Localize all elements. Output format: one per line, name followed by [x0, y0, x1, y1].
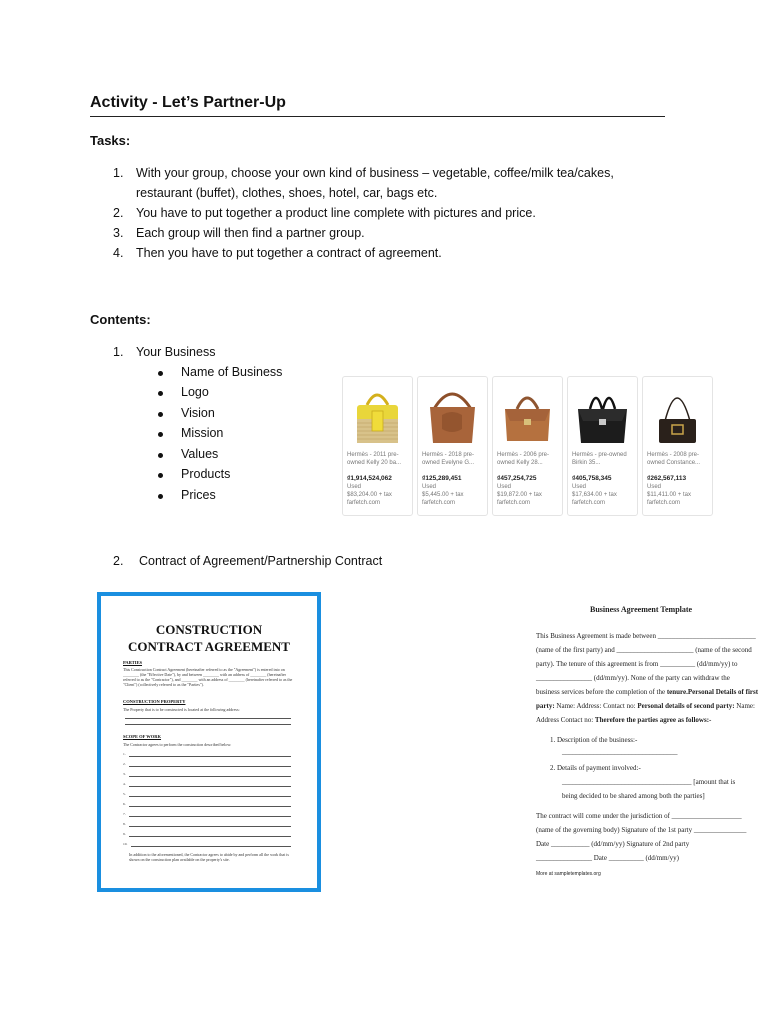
contents-number: 2. — [113, 554, 124, 568]
scope-line-number: 3. — [123, 772, 126, 776]
bullet-item: Prices — [181, 488, 216, 502]
product-subprice: $19,872.00 + tax — [497, 492, 542, 498]
scope-line-number: 9. — [123, 832, 126, 836]
product-subprice: $5,445.00 + tax — [422, 492, 464, 498]
product-image — [345, 379, 410, 447]
business-agreement-title: Business Agreement Template — [590, 605, 693, 614]
bullet-item: Logo — [181, 385, 209, 399]
agreement-blank: _________________________________ — [562, 748, 678, 756]
scope-line-number: 5. — [123, 792, 126, 796]
section-property: CONSTRUCTION PROPERTY — [123, 699, 186, 704]
product-price: ₫405,758,345 — [572, 475, 612, 482]
product-site: farfetch.com — [497, 500, 531, 506]
bullet-item: Mission — [181, 426, 224, 440]
bullet-item: Vision — [181, 406, 215, 420]
agreement-text: Name: — [734, 702, 755, 710]
product-price: ₫125,289,451 — [422, 475, 462, 482]
product-price: ₫1,914,524,062 — [347, 475, 392, 482]
agreement-footer: More at sampletemplates.org — [536, 871, 601, 877]
scope-line-number: 8. — [123, 822, 126, 826]
product-site: farfetch.com — [647, 500, 681, 506]
agreement-text: Address Contact no: — [536, 716, 595, 724]
agreement-line: The contract will come under the jurisdiction of ____________________ — [536, 812, 742, 820]
product-condition: Used — [347, 484, 362, 490]
product-card — [642, 376, 713, 516]
contents-number: 1. — [113, 345, 124, 359]
bullet-icon — [158, 453, 163, 458]
contents-item-contract: Contract of Agreement/Partnership Contract — [139, 554, 383, 568]
construction-title-line1: CONSTRUCTION — [155, 622, 263, 637]
agreement-text: Name: Address: Contact no: — [554, 702, 638, 710]
parties-text: This Construction Contract Agreement (hereinafter referred to as the "Agreement") is entered into on ________ (the "Effective Date"), by and between ________ with an address of ________ (hereinafter referred to as the "Contractor"), and ________ with an address of ________ (hereinafter referred to as the "Client") (collectively referred to as the "Parties"). — [123, 667, 293, 687]
bullet-item: Values — [181, 447, 219, 461]
product-caption: Hermès - pre-owned Birkin 35... — [572, 452, 627, 466]
product-site: farfetch.com — [422, 500, 456, 506]
agreement-line: ________________ (dd/mm/yy). None of the party can withdraw the — [536, 674, 730, 682]
product-condition: Used — [572, 484, 587, 490]
bullet-item: Products — [181, 467, 231, 481]
bullet-icon — [158, 432, 163, 437]
product-condition: Used — [497, 484, 512, 490]
product-price: ₫262,567,113 — [647, 475, 687, 482]
product-subprice: $83,204.00 + tax — [347, 492, 392, 498]
task-text: You have to put together a product line complete with pictures and price. — [136, 206, 536, 220]
agreement-line: This Business Agreement is made between ____________________________ — [536, 632, 756, 640]
agreement-line: (name of the first party) and ______________________ (name of the second — [536, 646, 752, 654]
product-condition: Used — [422, 484, 437, 490]
product-site: farfetch.com — [572, 500, 606, 506]
bullet-item: Name of Business — [181, 365, 283, 379]
agreement-blank: _____________________________________ [amount that is — [562, 778, 736, 786]
agreement-item: 1. Description of the business:- — [550, 736, 638, 744]
task-number: 2. — [113, 206, 124, 220]
blank-line — [131, 846, 291, 847]
agreement-note: being decided to be shared among both the parties] — [562, 792, 705, 800]
blank-line — [129, 796, 291, 797]
product-caption: Hermès - 2008 pre-owned Constance... — [647, 452, 701, 466]
blank-line — [125, 724, 291, 725]
title-underline — [90, 116, 665, 117]
product-site: farfetch.com — [347, 500, 381, 506]
scope-line-number: 1. — [123, 752, 126, 756]
blank-line — [129, 766, 291, 767]
agreement-line: Date ___________ (dd/mm/yy) Signature of 2nd party — [536, 840, 690, 848]
task-text: Then you have to put together a contract of agreement. — [136, 246, 442, 260]
task-text: With your group, choose your own kind of business – vegetable, coffee/milk tea/cakes, — [136, 166, 614, 180]
bullet-icon — [158, 391, 163, 396]
product-card — [567, 376, 638, 516]
scope-line-number: 10. — [123, 842, 128, 846]
section-parties: PARTIES — [123, 660, 143, 665]
product-condition: Used — [647, 484, 662, 490]
agreement-text-bold: Therefore the parties agree as follows:- — [594, 716, 712, 724]
product-subprice: $11,411.00 + tax — [647, 492, 691, 498]
task-number: 3. — [113, 226, 124, 240]
bullet-icon — [158, 412, 163, 417]
product-caption: Hermès - 2018 pre-owned Evelyne G... — [422, 452, 475, 466]
agreement-line: ________________ Date __________ (dd/mm/yy) — [536, 854, 679, 862]
scope-text: The Contractor agrees to perform the construction described below: — [123, 742, 232, 747]
blank-line — [125, 718, 291, 719]
blank-line — [129, 756, 291, 757]
agreement-text: business services before the completion of the — [536, 688, 667, 696]
agreement-line — [536, 699, 755, 713]
construction-contract-image — [97, 592, 321, 892]
construction-title-line2: CONTRACT AGREEMENT — [128, 639, 290, 654]
agreement-line — [536, 713, 711, 727]
closing-text: In addition to the aforementioned, the Contractor agrees to abide by and perform all the work that is shown on the construction plan available on the property's site. — [129, 852, 289, 862]
product-card — [417, 376, 488, 516]
bullet-icon — [158, 371, 163, 376]
tasks-heading: Tasks: — [90, 133, 131, 148]
agreement-text-bold: Personal details of second party: — [637, 702, 735, 710]
product-caption: Hermès - 2006 pre-owned Kelly 28... — [497, 452, 550, 466]
blank-line — [129, 776, 291, 777]
blank-line — [129, 836, 291, 837]
scope-line-number: 4. — [123, 782, 126, 786]
agreement-line — [536, 685, 758, 699]
product-image — [570, 379, 635, 447]
contents-item-your-business: Your Business — [136, 345, 216, 359]
product-subprice: $17,634.00 + tax — [572, 492, 617, 498]
agreement-line: party). The tenure of this agreement is from __________ (dd/mm/yy) to — [536, 660, 738, 668]
scope-line-number: 2. — [123, 762, 126, 766]
contents-heading: Contents: — [90, 312, 151, 327]
task-number: 4. — [113, 246, 124, 260]
task-number: 1. — [113, 166, 124, 180]
scope-line-number: 7. — [123, 812, 126, 816]
property-text: The Property that is to be constructed is located at the following address: — [123, 707, 240, 712]
scope-line-number: 6. — [123, 802, 126, 806]
blank-line — [129, 806, 291, 807]
product-image — [495, 379, 560, 447]
agreement-text-bold: tenure.Personal Details of first — [666, 688, 759, 696]
bullet-icon — [158, 473, 163, 478]
agreement-line: (name of the governing body) Signature of the 1st party _______________ — [536, 826, 747, 834]
blank-line — [129, 786, 291, 787]
task-text: restaurant (buffet), clothes, shoes, hotel, car, bags etc. — [136, 186, 438, 200]
product-image — [645, 379, 710, 447]
section-scope: SCOPE OF WORK — [123, 734, 162, 739]
agreement-text-bold: party: — [536, 702, 555, 710]
blank-line — [129, 816, 291, 817]
page-title: Activity - Let’s Partner-Up — [90, 94, 286, 111]
blank-line — [129, 826, 291, 827]
product-card — [492, 376, 563, 516]
product-card — [342, 376, 413, 516]
product-image — [420, 379, 485, 447]
bullet-icon — [158, 494, 163, 499]
product-price: ₫457,254,725 — [497, 475, 537, 482]
agreement-item: 2. Details of payment involved:- — [550, 764, 641, 772]
product-caption: Hermès - 2011 pre-owned Kelly 20 ba... — [347, 452, 402, 466]
task-text: Each group will then find a partner group. — [136, 226, 365, 240]
